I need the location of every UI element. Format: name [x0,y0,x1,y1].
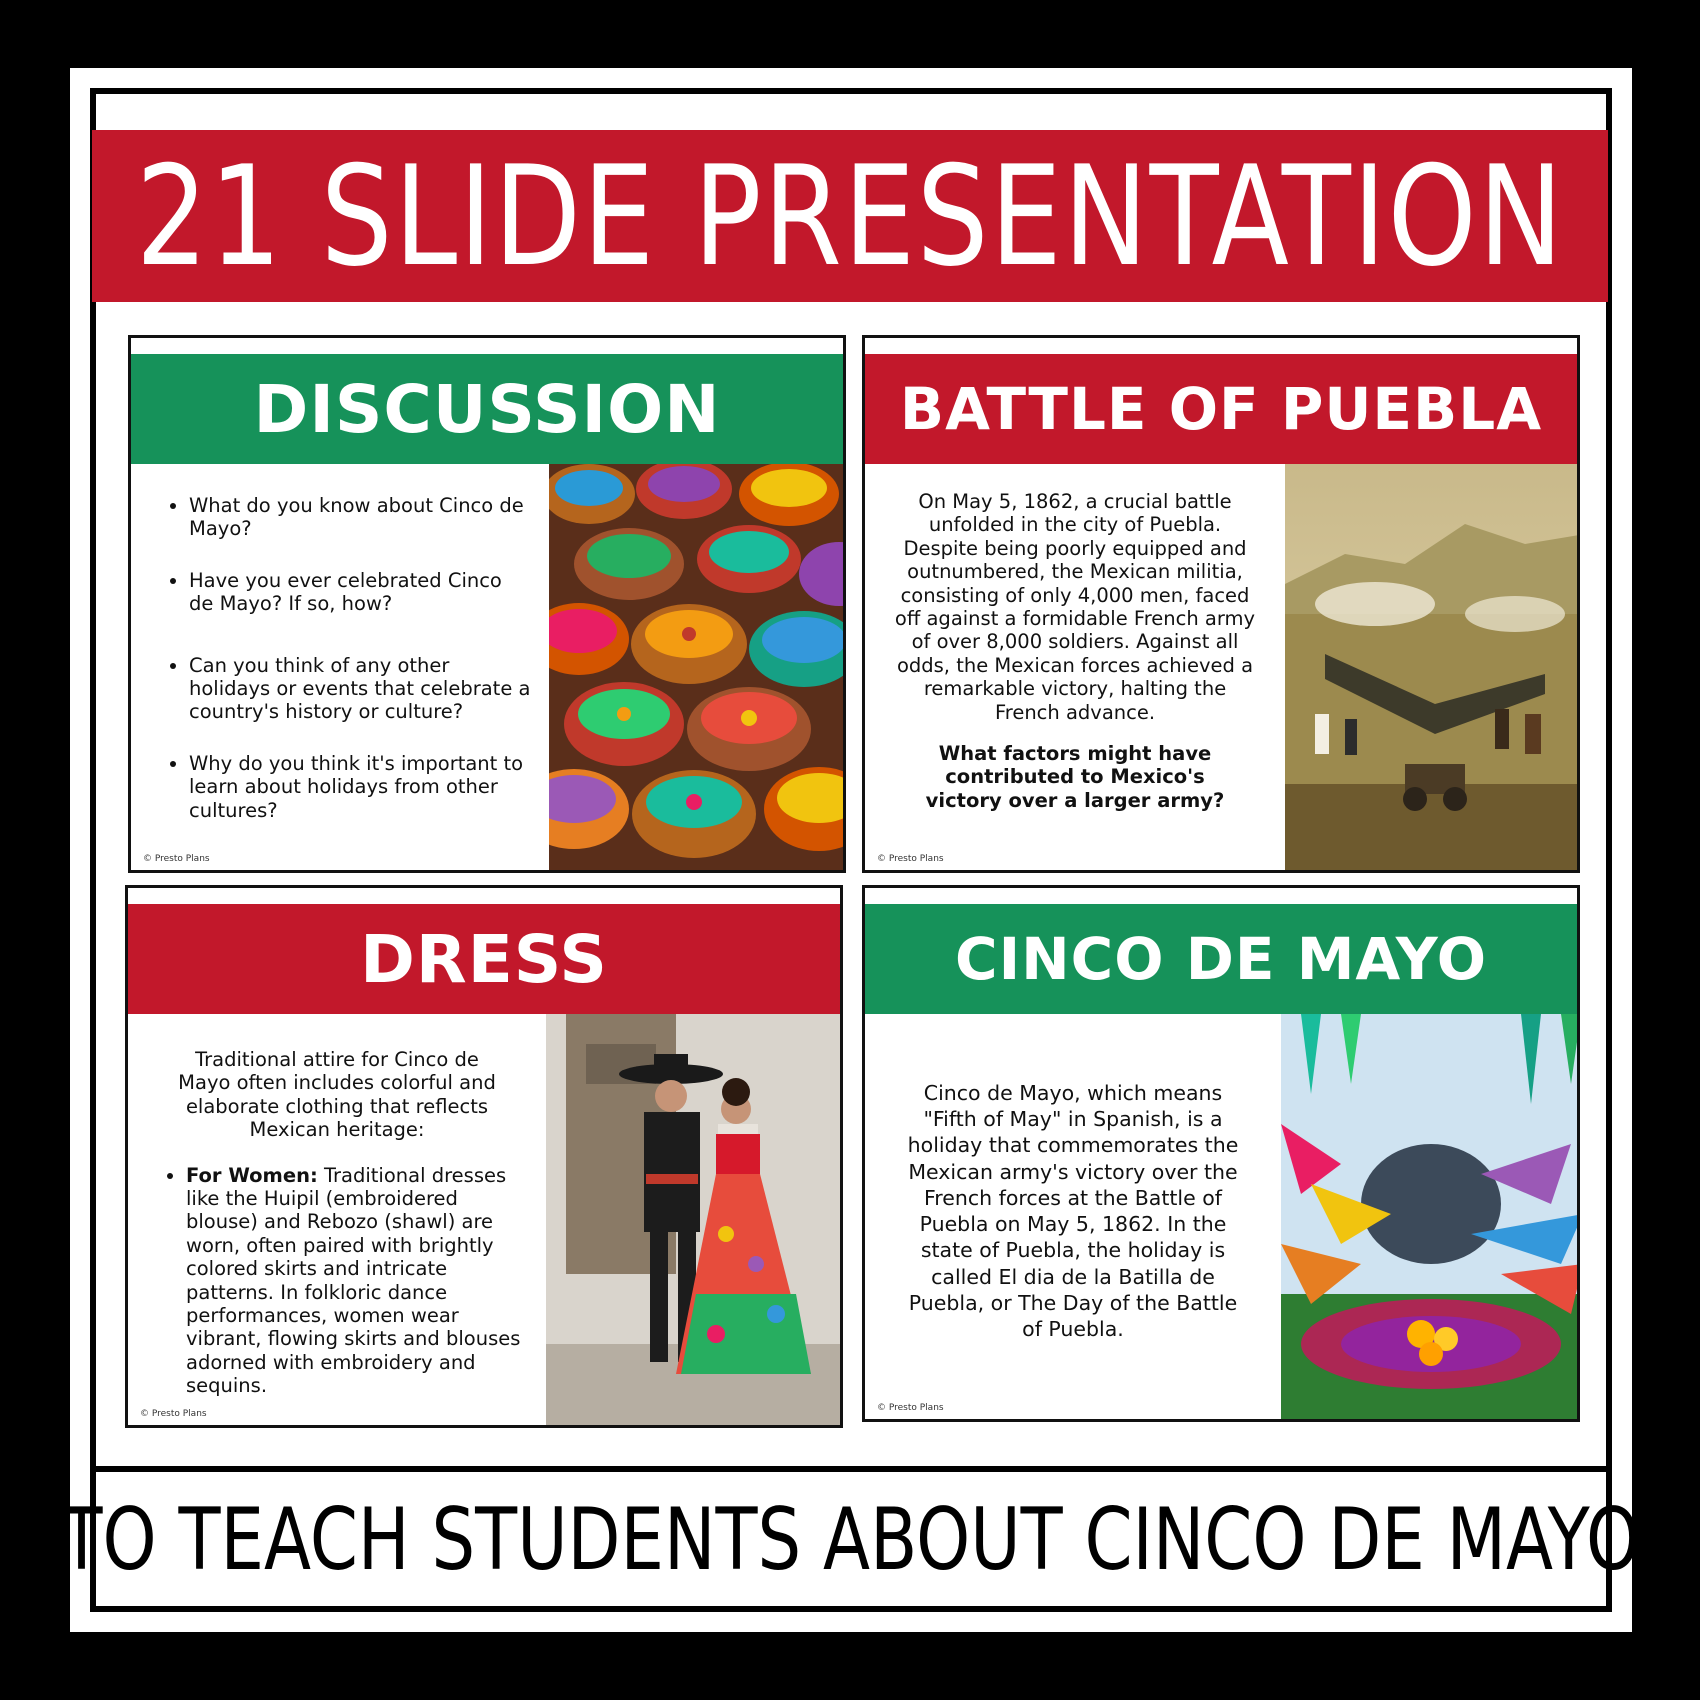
slide-title-band [865,904,1577,1014]
discussion-question: What factors might have contributed to Mexico's victory over a larger army? [925,741,1225,812]
dancers-photo [546,1014,840,1425]
slide-text [128,1014,546,1425]
credit-text: © Presto Plans [877,854,944,864]
question-list [131,464,549,822]
credit-text: © Presto Plans [140,1409,207,1419]
bullet-text: Traditional dresses like the Huipil (embroidered blouse) and Rebozo (shawl) are worn, often paired with brightly colored skirts and intricate patterns. In folkloric dance performances, women wear vibrant, flowing skirts and blouses adorned with embroidery and sequins. [186,1163,521,1398]
credit-text: © Presto Plans [877,1403,944,1413]
list-item: • Why do you think it's important to learn about holidays from other cultures? [189,752,531,822]
cinco-paragraph: Cinco de Mayo, which means "Fifth of May" in Spanish, is a holiday that commemorates the Mexican army's victory over the French forces at the Battle of Puebla on May 5, 1862. In the state of Puebla, the holiday is called El dia de la Batilla de Puebla, or The Day of the Battle of Puebla. [907,1081,1239,1342]
slide-dress [125,885,843,1428]
slide-title-band [131,354,843,464]
slide-cinco-de-mayo [862,885,1580,1422]
credit-text: © Presto Plans [143,854,210,864]
list-item [186,1164,528,1398]
list-item: • Have you ever celebrated Cinco de Mayo? If so, how? [189,569,531,616]
dress-intro: Traditional attire for Cinco de Mayo often includes colorful and elaborate clothing that reflects Mexican heritage: [178,1048,496,1142]
title-banner [92,130,1608,302]
footer-tagline: TO TEACH STUDENTS ABOUT CINCO DE MAYO [60,1490,1640,1590]
slide-text [131,464,549,870]
slide-title-band [128,904,840,1014]
battle-painting [1285,464,1577,870]
slide-discussion [128,335,846,873]
slide-text [865,464,1285,870]
slide-title-band [865,354,1577,464]
slide-battle-of-puebla [862,335,1580,873]
dress-list [128,1142,546,1398]
bullet-label: For Women: [186,1163,318,1187]
papel-picado-photo [1281,1014,1577,1419]
slide-title: DISCUSSION [253,370,721,448]
list-item: • Can you think of any other holidays or events that celebrate a country's history or culture? [189,654,531,724]
slide-title: BATTLE OF PUEBLA [899,375,1543,443]
slide-title: DRESS [360,920,608,998]
page-title: 21 SLIDE PRESENTATION [135,135,1565,297]
list-item: • What do you know about Cinco de Mayo? [189,494,531,541]
slide-text [865,1014,1281,1419]
footer-bar [60,1466,1640,1608]
battle-paragraph: On May 5, 1862, a crucial battle unfolded in the city of Puebla. Despite being poorly equipped and outnumbered, the Mexican militia, consisting of only 4,000 men, faced off against a formidable French army of over 8,000 soldiers. Against all odds, the Mexican forces achieved a remarkable victory, halting the French advance. [894,490,1256,724]
slide-title: CINCO DE MAYO [955,925,1487,993]
painted-bowls-photo [549,464,843,870]
